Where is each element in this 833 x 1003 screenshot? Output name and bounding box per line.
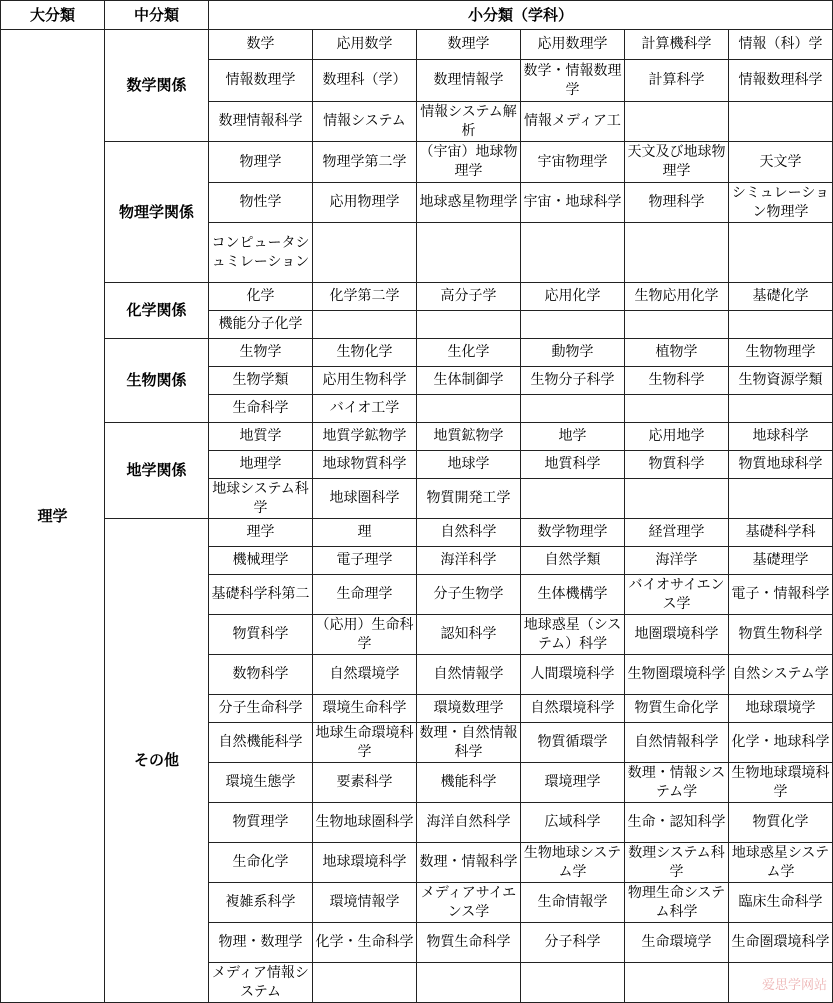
subject-cell: 電子理学 xyxy=(313,547,417,575)
subject-cell: 地質鉱物学 xyxy=(417,423,521,451)
subject-cell: 生物地球圏科学 xyxy=(313,803,417,843)
subject-cell: 環境生態学 xyxy=(209,763,313,803)
subject-cell: 数理情報科学 xyxy=(209,102,313,142)
subject-cell: 自然機能科学 xyxy=(209,723,313,763)
subject-cell: 生体制御学 xyxy=(417,367,521,395)
subject-cell: 地球物質科学 xyxy=(313,451,417,479)
subject-cell: 化学・生命科学 xyxy=(313,923,417,963)
subject-cell: 環境生命科学 xyxy=(313,695,417,723)
subject-cell: 分子生物学 xyxy=(417,575,521,615)
subject-cell: 地質科学 xyxy=(521,451,625,479)
subject-cell: 植物学 xyxy=(625,339,729,367)
subject-cell: 生命化学 xyxy=(209,843,313,883)
subject-cell: 物質生命科学 xyxy=(417,923,521,963)
subject-cell: 広域科学 xyxy=(521,803,625,843)
subject-cell xyxy=(625,395,729,423)
subject-cell: 生物応用化学 xyxy=(625,283,729,311)
subject-cell: 地質学 xyxy=(209,423,313,451)
subject-cell xyxy=(417,223,521,283)
subject-cell: 生命科学 xyxy=(209,395,313,423)
subject-cell: 電子・情報科学 xyxy=(729,575,833,615)
subject-cell: 自然情報科学 xyxy=(625,723,729,763)
subject-cell: 情報システム解析 xyxy=(417,102,521,142)
subject-cell: 生命・認知科学 xyxy=(625,803,729,843)
subject-cell: 宇宙物理学 xyxy=(521,142,625,183)
subject-cell: 応用化学 xyxy=(521,283,625,311)
subject-cell: （応用）生命科学 xyxy=(313,615,417,655)
subject-cell: 応用物理学 xyxy=(313,183,417,223)
subject-cell: 生命理学 xyxy=(313,575,417,615)
subject-cell: 自然情報学 xyxy=(417,655,521,695)
subject-cell xyxy=(521,479,625,519)
subject-cell: 物理・数理学 xyxy=(209,923,313,963)
subject-cell: 海洋自然科学 xyxy=(417,803,521,843)
subject-cell: 地圏環境科学 xyxy=(625,615,729,655)
subject-cell: 物質科学 xyxy=(625,451,729,479)
subject-cell: 生物地球環境科学 xyxy=(729,763,833,803)
subject-cell: 生物科学 xyxy=(625,367,729,395)
subject-cell: （宇宙）地球物理学 xyxy=(417,142,521,183)
mid-category-cell: 化学関係 xyxy=(105,283,209,339)
subject-cell: 理学 xyxy=(209,519,313,547)
subject-cell: 物質科学 xyxy=(209,615,313,655)
subject-cell: 物理生命システム科学 xyxy=(625,883,729,923)
subject-cell: 分子生命科学 xyxy=(209,695,313,723)
subject-cell: 物理学第二学 xyxy=(313,142,417,183)
subject-cell: 臨床生命科学 xyxy=(729,883,833,923)
subject-cell: 地球科学 xyxy=(729,423,833,451)
subject-cell xyxy=(729,102,833,142)
subject-cell: 物質生命化学 xyxy=(625,695,729,723)
subject-cell: 数理・情報システム学 xyxy=(625,763,729,803)
subject-cell: 物質開発工学 xyxy=(417,479,521,519)
subject-cell: 情報数理学 xyxy=(209,60,313,102)
subject-cell: 数学・情報数理学 xyxy=(521,60,625,102)
subject-cell: 応用地学 xyxy=(625,423,729,451)
subject-cell: 高分子学 xyxy=(417,283,521,311)
subject-cell xyxy=(729,223,833,283)
subject-cell: 地球惑星物理学 xyxy=(417,183,521,223)
subject-cell: 数理・自然情報科学 xyxy=(417,723,521,763)
big-category-cell: 理学 xyxy=(1,30,105,1003)
subject-cell: 生物化学 xyxy=(313,339,417,367)
subject-cell xyxy=(521,311,625,339)
subject-cell: 情報数理科学 xyxy=(729,60,833,102)
subject-cell xyxy=(625,479,729,519)
subject-cell xyxy=(417,311,521,339)
subject-cell: 基礎化学 xyxy=(729,283,833,311)
subject-cell: 数理・情報科学 xyxy=(417,843,521,883)
subject-cell: 機能分子化学 xyxy=(209,311,313,339)
subject-cell xyxy=(417,395,521,423)
subject-cell: 基礎理学 xyxy=(729,547,833,575)
subject-cell: 自然科学 xyxy=(417,519,521,547)
subject-cell: 情報メディア工 xyxy=(521,102,625,142)
subject-cell: 数理システム科学 xyxy=(625,843,729,883)
header-row xyxy=(1,1,833,30)
subject-cell: 化学第二学 xyxy=(313,283,417,311)
header-big: 大分類 xyxy=(1,1,105,30)
mid-category-cell: 生物関係 xyxy=(105,339,209,423)
subject-cell: 自然環境科学 xyxy=(521,695,625,723)
subject-cell: 物質理学 xyxy=(209,803,313,843)
subject-cell: 動物学 xyxy=(521,339,625,367)
subject-cell: 生命情報学 xyxy=(521,883,625,923)
subject-cell xyxy=(625,311,729,339)
subject-cell xyxy=(625,102,729,142)
subject-cell: 生物学 xyxy=(209,339,313,367)
subject-cell: バイオサイエンス学 xyxy=(625,575,729,615)
subject-cell: メディア情報システム xyxy=(209,963,313,1003)
subject-cell: 自然環境学 xyxy=(313,655,417,695)
mid-category-cell: その他 xyxy=(105,519,209,1003)
subject-cell: 地球システム科学 xyxy=(209,479,313,519)
subject-cell: 分子科学 xyxy=(521,923,625,963)
subject-cell: シミュレーション物理学 xyxy=(729,183,833,223)
subject-cell: 要素科学 xyxy=(313,763,417,803)
subject-cell: 数理学 xyxy=(417,30,521,60)
subject-cell: 情報（科）学 xyxy=(729,30,833,60)
subject-cell: 地球環境科学 xyxy=(313,843,417,883)
subject-cell: 応用生物科学 xyxy=(313,367,417,395)
subject-cell xyxy=(313,311,417,339)
subject-cell: 地球生命環境科学 xyxy=(313,723,417,763)
subject-cell: 地学 xyxy=(521,423,625,451)
subject-cell: 物理学 xyxy=(209,142,313,183)
watermark-text: 爱思学网站 xyxy=(761,978,827,993)
mid-category-cell: 数学関係 xyxy=(105,30,209,142)
subject-cell xyxy=(625,223,729,283)
subject-cell: 自然学類 xyxy=(521,547,625,575)
subject-cell xyxy=(729,479,833,519)
subject-cell: 生命圏環境科学 xyxy=(729,923,833,963)
subject-cell: 環境理学 xyxy=(521,763,625,803)
table-row xyxy=(1,142,833,183)
subject-cell: 生物資源学類 xyxy=(729,367,833,395)
subject-cell: 生物圏環境科学 xyxy=(625,655,729,695)
mid-category-cell: 物理学関係 xyxy=(105,142,209,283)
table-row xyxy=(1,519,833,547)
subject-cell: 天文学 xyxy=(729,142,833,183)
mid-category-cell: 地学関係 xyxy=(105,423,209,519)
subject-cell: 地球学 xyxy=(417,451,521,479)
subject-cell: 地球圏科学 xyxy=(313,479,417,519)
subject-cell: 天文及び地球物理学 xyxy=(625,142,729,183)
subject-cell xyxy=(313,223,417,283)
subject-cell: 物性学 xyxy=(209,183,313,223)
subject-cell: 基礎科学科第二 xyxy=(209,575,313,615)
subject-cell: 物理科学 xyxy=(625,183,729,223)
subject-cell: 生体機構学 xyxy=(521,575,625,615)
subject-cell: 環境情報学 xyxy=(313,883,417,923)
subject-cell: 経営理学 xyxy=(625,519,729,547)
subject-cell: 計算科学 xyxy=(625,60,729,102)
subject-cell xyxy=(521,223,625,283)
subject-cell: 化学 xyxy=(209,283,313,311)
subject-cell: 数学 xyxy=(209,30,313,60)
subject-cell: 数物科学 xyxy=(209,655,313,695)
subject-cell: 数学物理学 xyxy=(521,519,625,547)
subject-cell: 地球環境学 xyxy=(729,695,833,723)
subject-cell: バイオ工学 xyxy=(313,395,417,423)
subject-cell: 複雑系科学 xyxy=(209,883,313,923)
subject-cell: 機械理学 xyxy=(209,547,313,575)
table-row xyxy=(1,423,833,451)
subject-cell xyxy=(729,311,833,339)
subject-cell: 生物学類 xyxy=(209,367,313,395)
subject-cell: 物質化学 xyxy=(729,803,833,843)
table-body xyxy=(1,30,833,1003)
subject-cell: 物質生物科学 xyxy=(729,615,833,655)
table-row xyxy=(1,283,833,311)
subject-cell: 地球惑星システム学 xyxy=(729,843,833,883)
subject-cell: 理 xyxy=(313,519,417,547)
subject-cell: 自然システム学 xyxy=(729,655,833,695)
subject-cell: コンピュータシュミレーション xyxy=(209,223,313,283)
subject-cell xyxy=(521,395,625,423)
subject-cell: 海洋科学 xyxy=(417,547,521,575)
subject-cell: 地理学 xyxy=(209,451,313,479)
subject-cell: 認知科学 xyxy=(417,615,521,655)
subject-cell: 数理科（学） xyxy=(313,60,417,102)
subject-cell: 地球惑星（システム）科学 xyxy=(521,615,625,655)
subject-cell: 機能科学 xyxy=(417,763,521,803)
subject-cell: 生命環境学 xyxy=(625,923,729,963)
subject-cell: 環境数理学 xyxy=(417,695,521,723)
subject-cell: 応用数学 xyxy=(313,30,417,60)
subject-cell: 応用数理学 xyxy=(521,30,625,60)
subject-cell: 生物分子科学 xyxy=(521,367,625,395)
table-row xyxy=(1,30,833,60)
subject-cell: 数理情報学 xyxy=(417,60,521,102)
header-sub: 小分類（学科） xyxy=(209,1,833,30)
subject-cell: 生物地球システム学 xyxy=(521,843,625,883)
subject-cell: 地質学鉱物学 xyxy=(313,423,417,451)
header-mid: 中分類 xyxy=(105,1,209,30)
subject-cell: メディアサイエンス学 xyxy=(417,883,521,923)
subject-cell: 生化学 xyxy=(417,339,521,367)
table-row xyxy=(1,339,833,367)
subject-cell: 情報システム xyxy=(313,102,417,142)
subject-cell: 化学・地球科学 xyxy=(729,723,833,763)
subject-cell: 基礎科学科 xyxy=(729,519,833,547)
subject-cell: 生物物理学 xyxy=(729,339,833,367)
subject-cell: 宇宙・地球科学 xyxy=(521,183,625,223)
subject-cell: 人間環境科学 xyxy=(521,655,625,695)
subject-cell: 計算機科学 xyxy=(625,30,729,60)
subject-cell xyxy=(729,395,833,423)
subject-cell: 物質循環学 xyxy=(521,723,625,763)
subject-cell: 物質地球科学 xyxy=(729,451,833,479)
subject-cell: 海洋学 xyxy=(625,547,729,575)
